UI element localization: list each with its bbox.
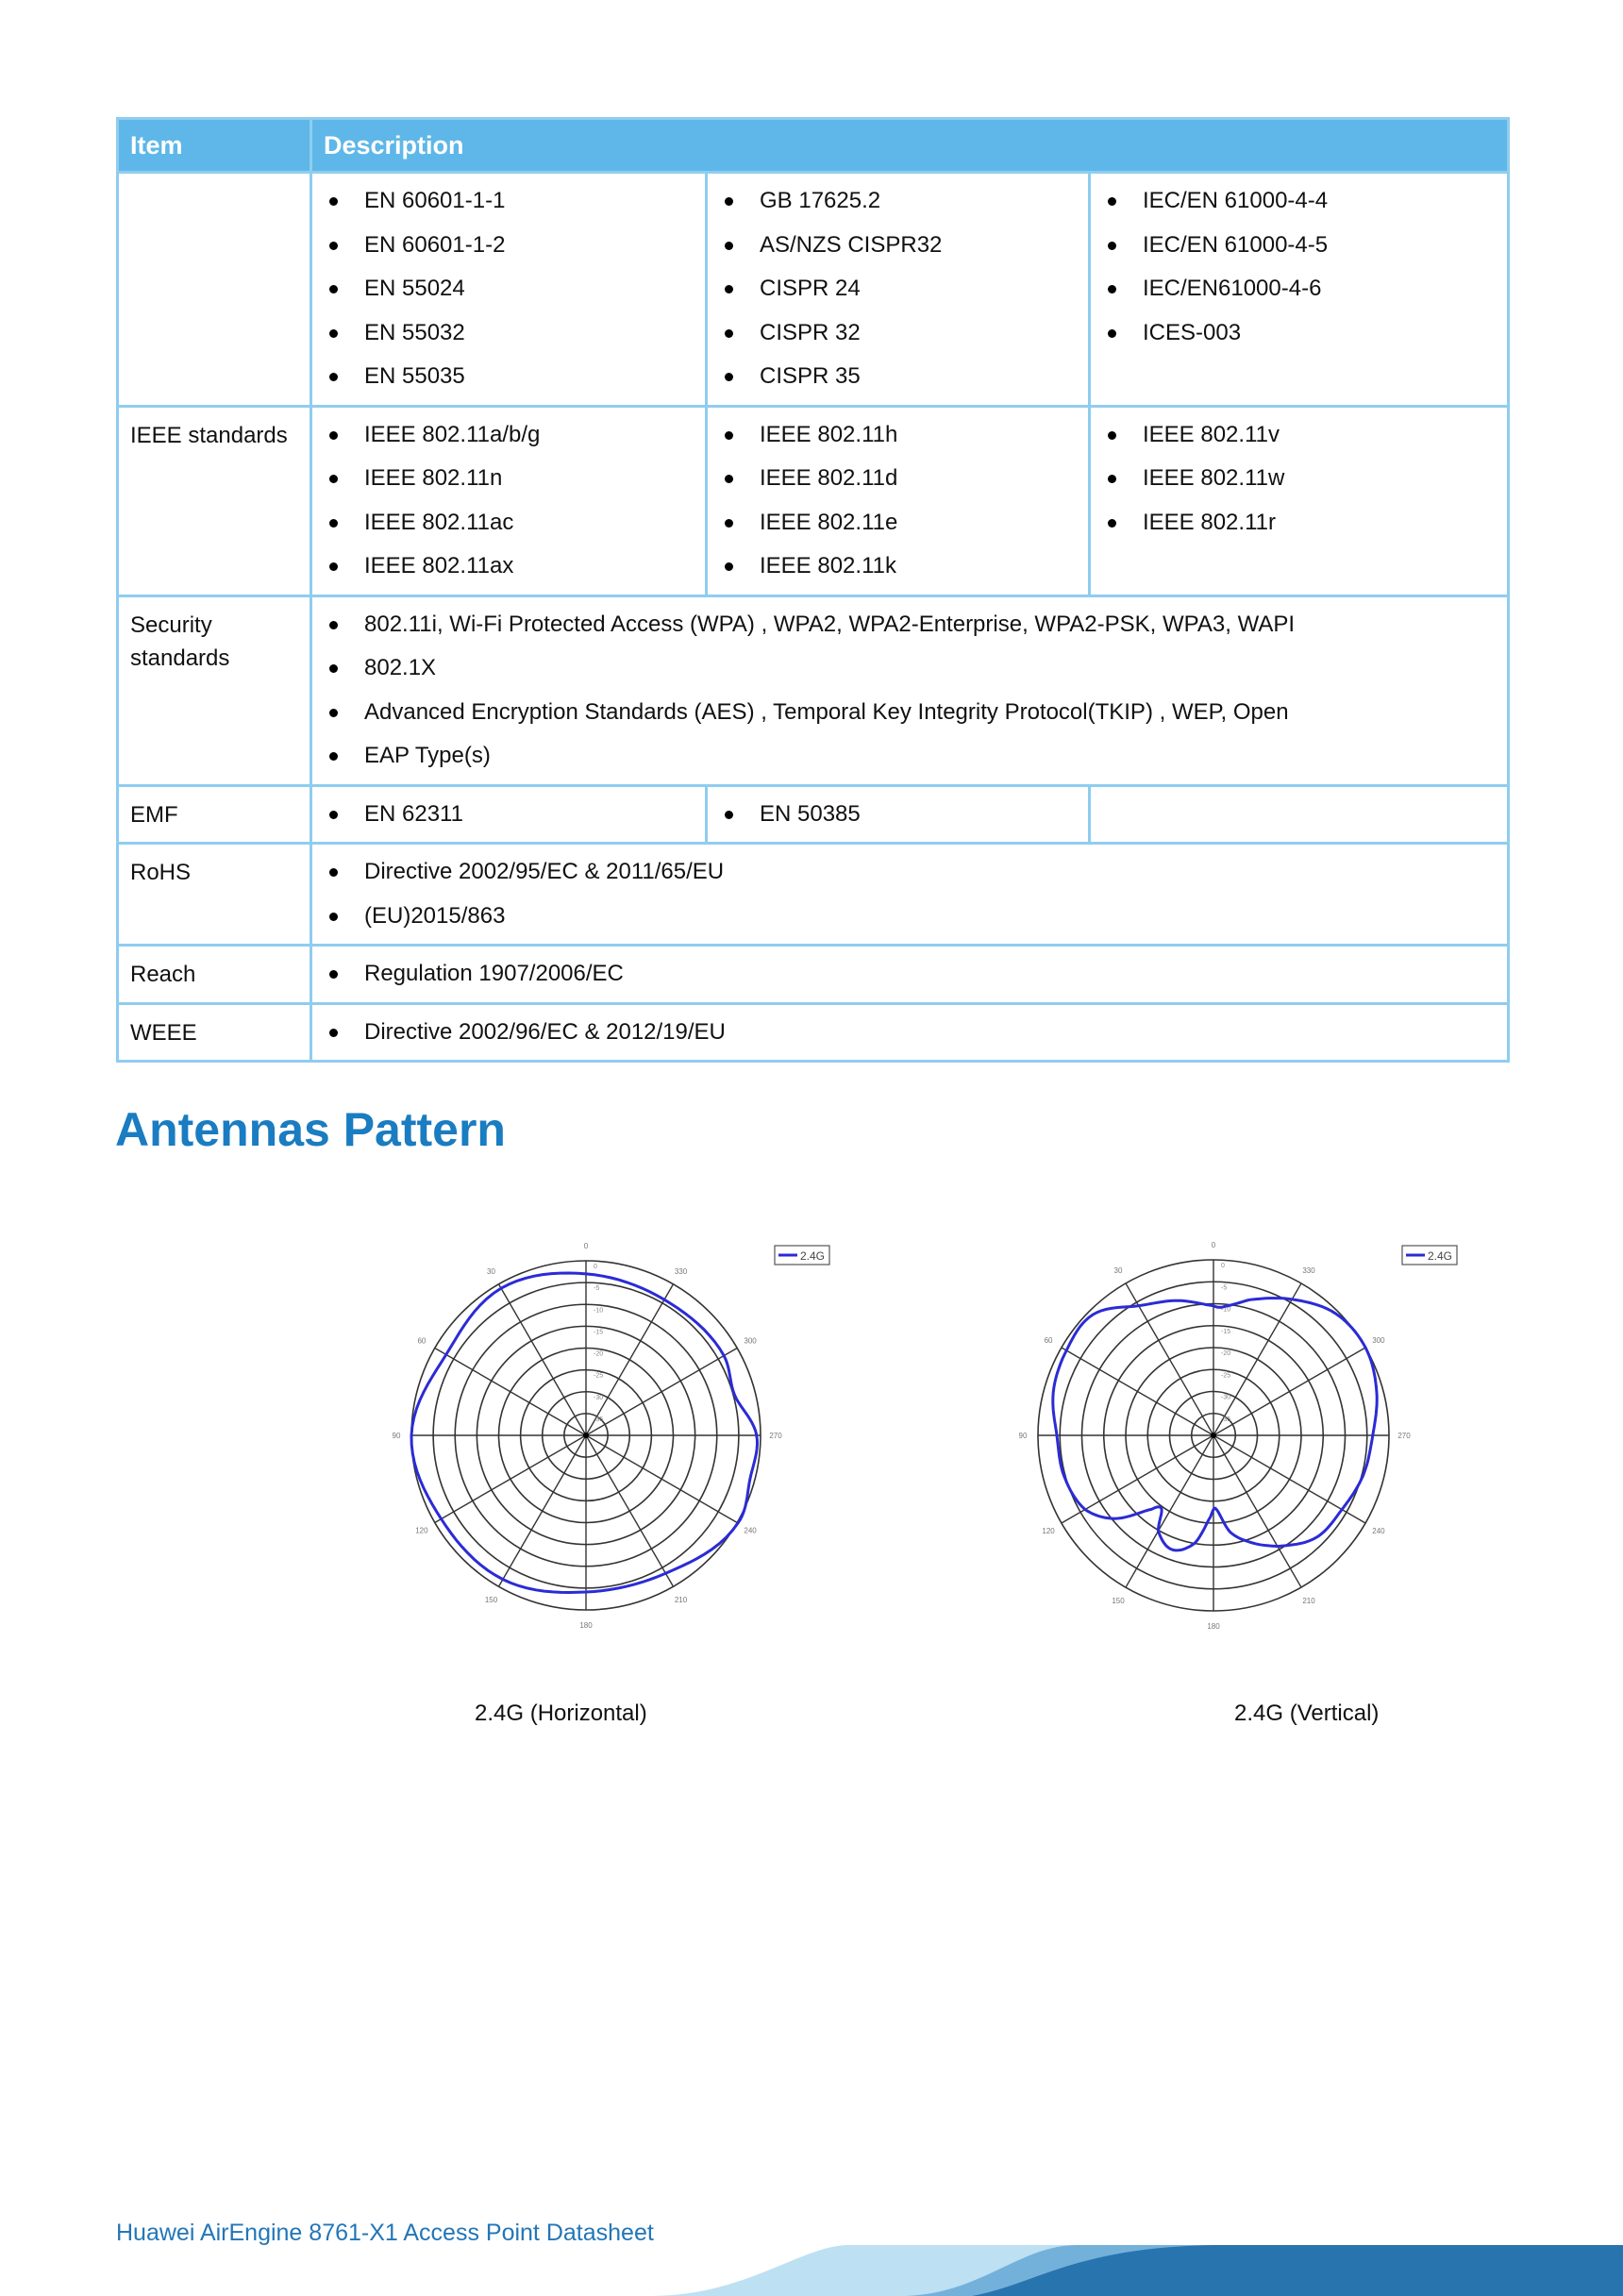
bullet-list — [312, 179, 705, 399]
list-item-text: IEEE 802.11r — [1143, 509, 1276, 535]
list-item-text: EAP Type(s) — [364, 743, 491, 768]
bullet-icon — [329, 285, 338, 293]
footer-doc-title: Huawei AirEngine 8761-X1 Access Point Datasheet — [116, 2220, 654, 2246]
polar-spoke — [435, 1349, 586, 1436]
list-item-text: EN 60601-1-2 — [364, 231, 506, 258]
polar-center-dot — [583, 1433, 589, 1438]
bullet-icon — [329, 621, 338, 629]
bullet-icon — [329, 519, 338, 528]
bullet-icon — [725, 811, 733, 819]
list-item — [312, 691, 1507, 735]
item-cell — [118, 173, 311, 407]
angle-tick-label: 120 — [1042, 1527, 1055, 1535]
list-item-text: (EU)2015/863 — [364, 902, 506, 929]
legend-label: 2.4G — [1428, 1249, 1453, 1263]
bullet-icon — [329, 811, 338, 819]
list-item-text: IEEE 802.11k — [760, 553, 896, 578]
list-item — [708, 457, 1088, 501]
list-item-text: IEEE 802.11a/b/g — [364, 421, 541, 447]
angle-tick-label: 150 — [1112, 1596, 1125, 1605]
radial-tick-label: -5 — [594, 1285, 600, 1293]
item-cell: IEEE standards — [118, 406, 311, 595]
list-item-text: IEEE 802.11e — [760, 509, 898, 535]
list-item — [312, 355, 705, 399]
page-number: 11 — [1477, 2218, 1504, 2246]
list-item — [708, 179, 1088, 224]
bullet-icon — [1108, 285, 1116, 293]
legend-label: 2.4G — [800, 1249, 826, 1263]
list-item — [708, 267, 1088, 311]
list-item-text: EN 55035 — [364, 363, 465, 389]
header-item: Item — [118, 119, 311, 173]
bullet-icon — [329, 373, 338, 381]
angle-tick-label: 0 — [583, 1242, 589, 1250]
bullet-icon — [1108, 431, 1116, 440]
list-item — [1091, 501, 1507, 545]
section-heading: Antennas Pattern — [115, 1103, 506, 1156]
description-cell — [707, 406, 1090, 595]
bullet-icon — [1108, 475, 1116, 483]
list-item — [1091, 311, 1507, 356]
description-cell — [707, 173, 1090, 407]
description-cell — [311, 844, 1509, 946]
radial-tick-label: -20 — [594, 1350, 604, 1358]
angle-tick-label: 210 — [674, 1596, 688, 1605]
polar-chart-horizontal — [377, 1227, 849, 1670]
bullet-list — [312, 850, 1507, 938]
radial-tick-label: -15 — [594, 1329, 604, 1336]
polar-spoke — [586, 1349, 737, 1436]
polar-chart-vertical — [1000, 1227, 1472, 1670]
bullet-list — [312, 793, 705, 837]
bullet-list — [312, 413, 705, 589]
polar-spoke — [499, 1284, 587, 1435]
list-item-text: IEC/EN 61000-4-5 — [1143, 231, 1329, 258]
angle-tick-label: 120 — [415, 1526, 428, 1535]
table-row — [118, 595, 1509, 785]
list-item — [312, 1011, 1507, 1055]
table-row — [118, 844, 1509, 946]
table-row — [118, 1003, 1509, 1062]
list-item-text: EN 62311 — [364, 800, 463, 827]
polar-center-dot — [1211, 1433, 1216, 1438]
angle-tick-label: 60 — [417, 1336, 427, 1346]
radial-tick-label: 0 — [594, 1264, 597, 1270]
list-item-text: Directive 2002/96/EC & 2012/19/EU — [364, 1018, 726, 1045]
radial-tick-label: -30 — [1221, 1394, 1231, 1401]
bullet-list — [312, 952, 1507, 997]
description-cell — [1090, 785, 1509, 844]
bullet-icon — [725, 519, 733, 528]
angle-tick-label: 150 — [484, 1596, 498, 1605]
list-item — [312, 179, 705, 224]
radial-tick-label: -35 — [1221, 1416, 1231, 1423]
radial-tick-label: -35 — [594, 1416, 604, 1423]
list-item — [1091, 267, 1507, 311]
polar-spoke — [586, 1435, 674, 1586]
polar-spoke — [1213, 1435, 1301, 1587]
angle-tick-label: 270 — [769, 1432, 782, 1440]
polar-spoke — [586, 1435, 737, 1523]
list-item — [312, 646, 1507, 691]
table-header-row — [118, 119, 1509, 173]
angle-tick-label: 180 — [1207, 1622, 1220, 1631]
list-item — [1091, 413, 1507, 458]
spec-table — [116, 117, 1510, 1063]
bullet-list — [708, 793, 1088, 837]
list-item-text: IEEE 802.11d — [760, 465, 898, 491]
bullet-list — [708, 413, 1088, 589]
list-item — [1091, 457, 1507, 501]
angle-tick-label: 30 — [487, 1266, 495, 1276]
description-cell — [311, 406, 707, 595]
angle-tick-label: 210 — [1302, 1596, 1315, 1605]
list-item — [312, 413, 705, 458]
item-cell: Security standards — [118, 595, 311, 785]
angle-tick-label: 300 — [1372, 1336, 1385, 1345]
bullet-list — [708, 179, 1088, 399]
angle-tick-label: 0 — [1211, 1241, 1216, 1249]
bullet-icon — [725, 475, 733, 483]
list-item-text: CISPR 32 — [760, 319, 861, 345]
caption-vertical: 2.4G (Vertical) — [1234, 1701, 1380, 1726]
item-cell: RoHS — [118, 844, 311, 946]
list-item — [708, 793, 1088, 837]
bullet-icon — [725, 197, 733, 206]
description-cell — [707, 785, 1090, 844]
angle-tick-label: 270 — [1397, 1432, 1411, 1440]
bullet-icon — [1108, 197, 1116, 206]
bullet-icon — [1108, 329, 1116, 338]
list-item — [708, 355, 1088, 399]
radial-tick-label: -10 — [594, 1307, 604, 1315]
list-item-text: IEC/EN 61000-4-4 — [1143, 188, 1329, 213]
list-item-text: Regulation 1907/2006/EC — [364, 961, 624, 986]
angle-tick-label: 240 — [1372, 1527, 1385, 1535]
description-cell — [311, 946, 1509, 1004]
radial-tick-label: -25 — [594, 1372, 604, 1380]
item-cell: EMF — [118, 785, 311, 844]
angle-tick-label: 90 — [392, 1432, 401, 1440]
polar-spoke — [435, 1435, 586, 1523]
bullet-icon — [1108, 519, 1116, 528]
bullet-icon — [329, 664, 338, 673]
list-item — [312, 850, 1507, 895]
angle-tick-label: 90 — [1018, 1432, 1028, 1440]
radial-tick-label: -25 — [1221, 1372, 1231, 1380]
list-item — [708, 413, 1088, 458]
list-item-text: CISPR 24 — [760, 276, 861, 301]
caption-horizontal: 2.4G (Horizontal) — [475, 1701, 647, 1726]
table-row — [118, 173, 1509, 407]
description-cell — [1090, 173, 1509, 407]
angle-tick-label: 300 — [744, 1336, 757, 1346]
angle-tick-label: 180 — [579, 1621, 593, 1630]
bullet-icon — [329, 475, 338, 483]
bullet-icon — [725, 329, 733, 338]
list-item-text: GB 17625.2 — [760, 188, 881, 213]
list-item-text: IEEE 802.11ac — [364, 509, 514, 535]
list-item — [312, 311, 705, 356]
list-item — [312, 952, 1507, 997]
bullet-icon — [329, 970, 338, 979]
polar-spoke — [499, 1435, 587, 1586]
list-item-text: IEEE 802.11w — [1143, 465, 1285, 491]
bullet-icon — [1108, 242, 1116, 250]
radial-tick-label: -20 — [1221, 1350, 1231, 1357]
item-cell: Reach — [118, 946, 311, 1004]
list-item — [708, 311, 1088, 356]
bullet-icon — [725, 373, 733, 381]
angle-tick-label: 240 — [744, 1526, 757, 1535]
list-item — [708, 501, 1088, 545]
bullet-icon — [329, 709, 338, 717]
list-item-text: EN 55032 — [364, 319, 465, 345]
series-line-24G — [1053, 1299, 1377, 1550]
list-item — [312, 895, 1507, 939]
list-item — [312, 224, 705, 268]
bullet-icon — [329, 562, 338, 571]
list-item — [312, 501, 705, 545]
list-item-text: AS/NZS CISPR32 — [760, 231, 943, 258]
radial-tick-label: -5 — [1221, 1284, 1228, 1292]
bullet-icon — [725, 242, 733, 250]
polar-spoke — [1126, 1435, 1213, 1587]
description-cell — [311, 595, 1509, 785]
list-item-text: ICES-003 — [1143, 319, 1242, 345]
radial-tick-label: -10 — [1221, 1306, 1231, 1314]
radial-tick-label: -15 — [1221, 1328, 1231, 1335]
bullet-icon — [329, 197, 338, 206]
list-item-text: IEEE 802.11v — [1143, 421, 1280, 447]
angle-tick-label: 330 — [674, 1266, 688, 1276]
list-item — [312, 793, 705, 837]
radial-tick-label: 0 — [1221, 1263, 1225, 1269]
angle-tick-label: 330 — [1302, 1266, 1315, 1276]
list-item — [312, 603, 1507, 647]
list-item — [1091, 224, 1507, 268]
list-item — [1091, 179, 1507, 224]
bullet-list — [1091, 413, 1507, 545]
table-row — [118, 946, 1509, 1004]
list-item — [312, 267, 705, 311]
bullet-icon — [329, 242, 338, 250]
list-item — [708, 545, 1088, 589]
bullet-icon — [329, 431, 338, 440]
bullet-icon — [329, 913, 338, 921]
list-item-text: EN 60601-1-1 — [364, 188, 506, 213]
polar-spoke — [1213, 1348, 1365, 1435]
radial-tick-label: -30 — [594, 1394, 604, 1401]
list-item-text: Advanced Encryption Standards (AES) , Temporal Key Integrity Protocol(TKIP) , WEP, Open — [364, 698, 1289, 725]
list-item — [312, 545, 705, 589]
header-description: Description — [311, 119, 1509, 173]
polar-spoke — [1062, 1348, 1213, 1435]
list-item-text: EN 50385 — [760, 800, 861, 827]
list-item-text: Directive 2002/95/EC & 2011/65/EU — [364, 859, 725, 884]
table-row — [118, 406, 1509, 595]
bullet-icon — [329, 329, 338, 338]
description-cell — [311, 785, 707, 844]
list-item — [708, 224, 1088, 268]
bullet-icon — [725, 562, 733, 571]
list-item-text: 802.11i, Wi-Fi Protected Access (WPA) , WPA2, WPA2-Enterprise, WPA2-PSK, WPA3, WAPI — [364, 611, 1296, 637]
bullet-icon — [329, 752, 338, 761]
list-item-text: CISPR 35 — [760, 363, 861, 389]
bullet-list — [312, 1011, 1507, 1055]
description-cell — [1090, 406, 1509, 595]
description-cell — [311, 1003, 1509, 1062]
list-item-text: IEEE 802.11ax — [364, 553, 514, 578]
list-item-text: EN 55024 — [364, 276, 465, 301]
list-item-text: 802.1X — [364, 655, 437, 680]
list-item-text: IEC/EN61000-4-6 — [1143, 276, 1322, 301]
description-cell — [311, 173, 707, 407]
list-item — [312, 457, 705, 501]
bullet-list — [312, 603, 1507, 779]
bullet-icon — [329, 1029, 338, 1037]
bullet-icon — [329, 868, 338, 877]
angle-tick-label: 60 — [1044, 1336, 1053, 1345]
angle-tick-label: 30 — [1113, 1266, 1123, 1276]
bullet-list — [1091, 179, 1507, 355]
list-item-text: IEEE 802.11n — [364, 465, 503, 491]
bullet-icon — [725, 431, 733, 440]
bullet-icon — [725, 285, 733, 293]
table-row — [118, 785, 1509, 844]
item-cell: WEEE — [118, 1003, 311, 1062]
list-item-text: IEEE 802.11h — [760, 421, 898, 447]
list-item — [312, 734, 1507, 779]
